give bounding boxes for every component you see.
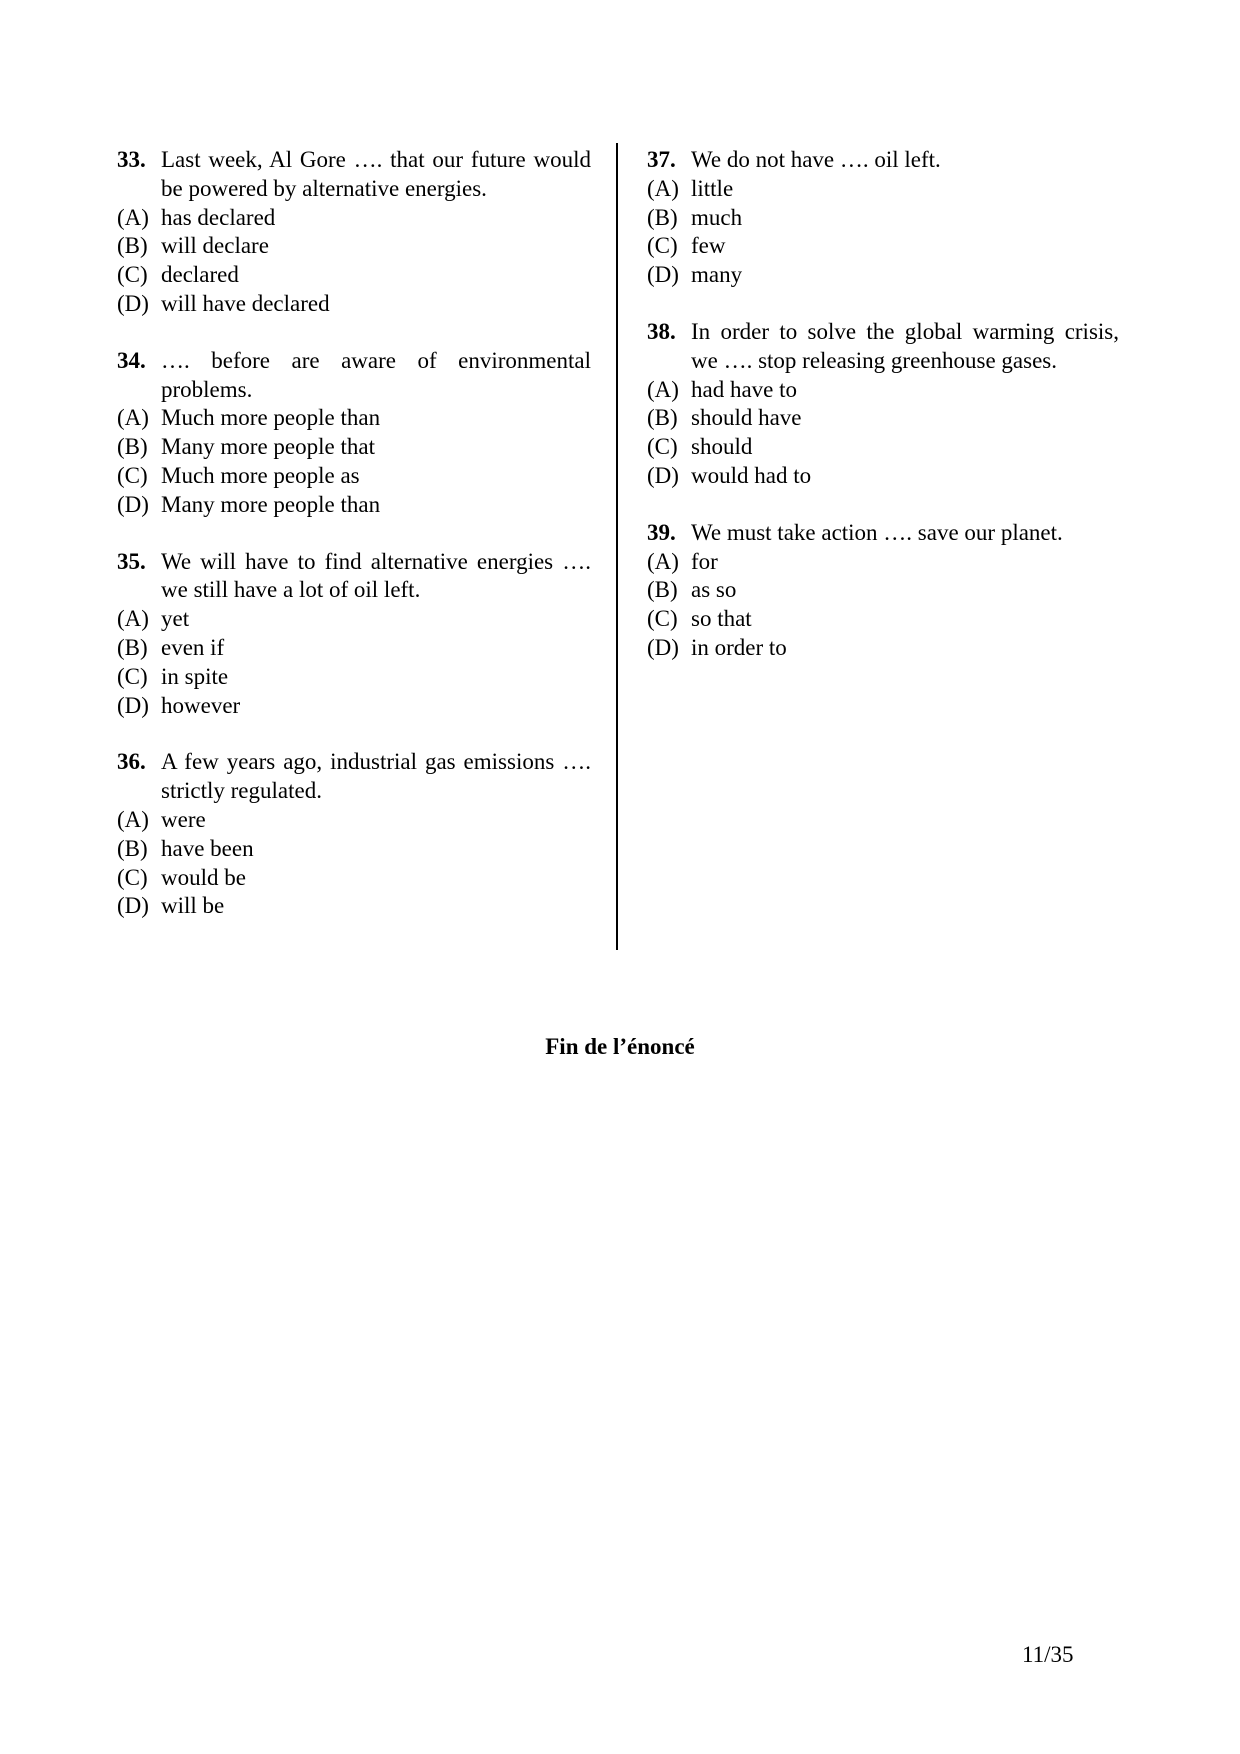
option-a [647,175,1119,204]
option-d [647,634,1119,663]
option-text: many [691,262,743,288]
question-39 [647,519,1119,663]
option-text: should have [691,405,802,431]
option-letter: (A) [647,548,679,574]
option-text: would had to [691,462,812,488]
option-text: for [691,548,718,574]
option-c [117,864,591,893]
option-text: were [161,806,206,832]
question-text: …. before are aware of environmental problems. [161,347,591,402]
option-letter: (A) [647,376,679,402]
option-letter: (B) [647,204,678,230]
option-a [117,605,591,634]
question-35 [117,548,591,721]
option-text: little [691,175,734,201]
option-letter: (A) [117,806,149,832]
left-column [117,146,591,949]
option-a [117,806,591,835]
option-text: will have declared [161,290,330,316]
option-letter: (B) [117,634,148,660]
option-a [647,376,1119,405]
option-text: Much more people than [161,405,381,431]
question-38 [647,318,1119,491]
option-letter: (B) [647,405,678,431]
option-text: declared [161,262,239,288]
option-c [647,232,1119,261]
option-letter: (C) [117,663,148,689]
option-letter: (C) [117,864,148,890]
end-of-statement-title: Fin de l’énoncé [545,1034,695,1059]
question-number: 35. [117,548,146,574]
option-letter: (B) [117,233,148,259]
option-letter: (A) [647,175,679,201]
option-b [647,576,1119,605]
option-d [647,261,1119,290]
option-a [117,404,591,433]
option-text: however [161,692,241,718]
question-stem [117,548,591,606]
question-number: 38. [647,318,676,344]
question-36 [117,748,591,921]
question-stem [117,146,591,204]
option-d [117,692,591,721]
option-letter: (D) [117,893,149,919]
option-letter: (D) [647,634,679,660]
option-text: has declared [161,204,276,230]
option-letter: (A) [117,606,149,632]
question-stem [117,748,591,806]
question-text: We do not have …. oil left. [691,147,941,172]
question-text: Last week, Al Gore …. that our future would be powered by alternative energies. [161,147,591,201]
option-letter: (A) [117,405,149,431]
option-letter: (B) [117,434,148,460]
question-37 [647,146,1119,290]
option-d [117,892,591,921]
option-text: had have to [691,376,798,402]
question-text: We must take action …. save our planet. [691,519,1063,545]
question-stem [647,519,1119,548]
option-text: Many more people than [161,491,381,517]
option-letter: (D) [647,462,679,488]
option-text: Many more people that [161,434,375,460]
option-text: Much more people as [161,462,360,488]
option-text: in spite [161,663,229,689]
option-c [647,605,1119,634]
question-33 [117,146,591,319]
page-number: 11/35 [1022,1642,1074,1667]
option-text: even if [161,634,225,660]
option-letter: (A) [117,204,149,230]
option-b [117,835,591,864]
question-text: A few years ago, industrial gas emissions …. strictly regulated. [161,749,591,804]
question-number: 39. [647,519,676,545]
question-stem [117,347,591,405]
option-c [117,663,591,692]
question-number: 37. [647,147,676,172]
option-text: yet [161,606,190,632]
option-text: much [691,204,743,230]
option-letter: (B) [117,835,148,861]
option-d [647,462,1119,491]
option-letter: (C) [117,462,148,488]
option-text: have been [161,835,254,861]
question-number: 34. [117,347,146,373]
question-stem [647,318,1119,376]
option-text: in order to [691,634,787,660]
option-letter: (D) [117,692,149,718]
question-text: We will have to find alternative energies …. we still have a lot of oil left. [161,548,591,603]
question-stem [647,146,1119,175]
option-b [117,433,591,462]
option-d [117,290,591,319]
option-b [117,232,591,261]
option-letter: (C) [647,606,678,632]
option-c [117,261,591,290]
column-divider [616,143,618,950]
option-c [117,462,591,491]
option-letter: (C) [117,262,148,288]
option-letter: (D) [117,491,149,517]
option-c [647,433,1119,462]
question-34 [117,347,591,520]
option-a [647,548,1119,577]
option-letter: (B) [647,577,678,603]
question-number: 33. [117,147,146,172]
option-d [117,491,591,520]
option-text: will be [161,893,225,919]
question-text: In order to solve the global warming crisis, we …. stop releasing greenhouse gases. [691,318,1119,373]
option-letter: (D) [647,262,679,288]
option-text: should [691,434,753,460]
option-text: would be [161,864,246,890]
option-b [647,204,1119,233]
option-letter: (C) [647,233,678,259]
option-b [647,404,1119,433]
option-letter: (C) [647,434,678,460]
option-text: will declare [161,233,269,259]
question-number: 36. [117,749,146,775]
option-text: so that [691,606,752,632]
right-column [647,146,1119,691]
option-letter: (D) [117,290,149,316]
option-b [117,634,591,663]
option-a [117,204,591,233]
option-text: as so [691,577,737,603]
option-text: few [691,233,726,259]
